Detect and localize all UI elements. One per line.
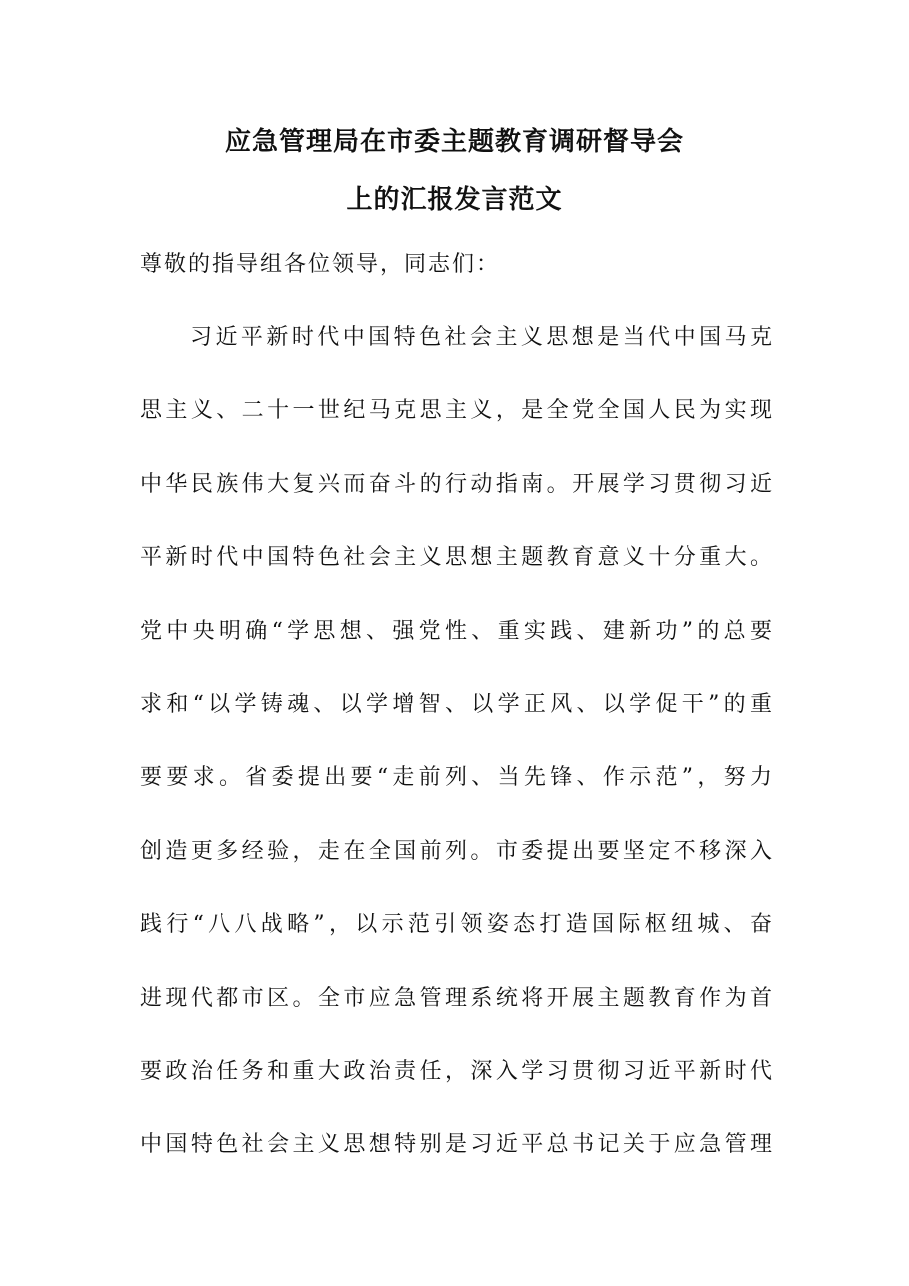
body-line: 求和“以学铸魂、以学增智、以学正风、以学促干”的重: [140, 691, 772, 717]
body-line: 创造更多经验，走在全国前列。市委提出要坚定不移深入: [140, 838, 772, 864]
body-line: 中华民族伟大复兴而奋斗的行动指南。开展学习贯彻习近: [140, 471, 772, 497]
body-paragraph: [140, 318, 772, 1199]
body-line: 要要求。省委提出要“走前列、当先锋、作示范”，努力: [140, 765, 772, 791]
document-title-line-1: 应急管理局在市委主题教育调研督导会: [224, 127, 684, 157]
body-line: 践行“八八战略”，以示范引领姿态打造国际枢纽城、奋: [140, 912, 772, 938]
body-line: 思主义、二十一世纪马克思主义，是全党全国人民为实现: [140, 398, 772, 424]
body-line: 中国特色社会主义思想特别是习近平总书记关于应急管理: [140, 1132, 772, 1158]
body-line: 要政治任务和重大政治责任，深入学习贯彻习近平新时代: [140, 1058, 772, 1084]
body-line: 习近平新时代中国特色社会主义思想是当代中国马克: [190, 325, 772, 350]
document-title-line-2: 上的汇报发言范文: [346, 185, 563, 215]
body-line: 党中央明确“学思想、强党性、重实践、建新功”的总要: [140, 618, 772, 644]
salutation: 尊敬的指导组各位领导，同志们：: [140, 252, 501, 277]
body-line: 平新时代中国特色社会主义思想主题教育意义十分重大。: [140, 545, 772, 571]
body-line: 进现代都市区。全市应急管理系统将开展主题教育作为首: [140, 985, 772, 1011]
